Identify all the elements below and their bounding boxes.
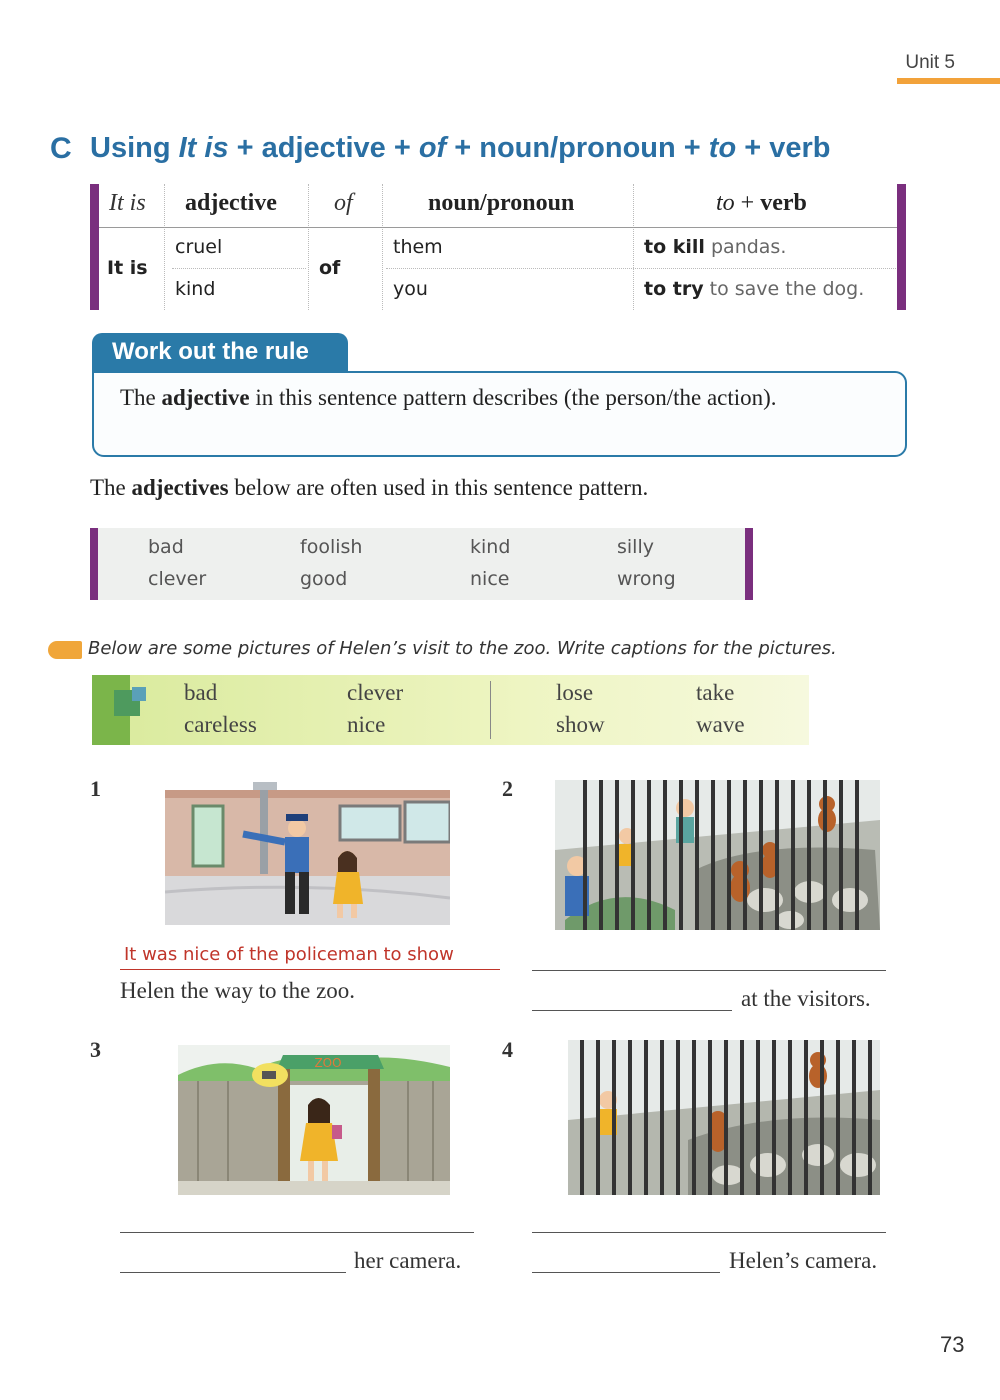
item-number-4: 4 (502, 1037, 513, 1062)
row-adjective-kind: kind (175, 278, 216, 300)
word-item: show (556, 712, 605, 737)
rule-text: The adjective in this sentence pattern describes (the person/the action). (120, 385, 777, 410)
caption-2-printed: at the visitors. (741, 986, 871, 1011)
item-number-2: 2 (502, 776, 513, 801)
caption-2-blank-line-2[interactable] (532, 1010, 732, 1011)
unit-label: Unit 5 (905, 52, 955, 73)
word-item: clever (347, 680, 404, 705)
adjectives-intro: The adjectives below are often used in this sentence pattern. (90, 475, 649, 500)
caption-2-blank-line-1[interactable] (532, 970, 886, 971)
adjective-item: bad (148, 536, 184, 558)
adjective-item: foolish (300, 536, 363, 558)
row-of: of (319, 257, 341, 279)
word-item: bad (184, 680, 218, 705)
zoo-sign-text: ZOO (314, 1056, 342, 1070)
adjective-item: clever (148, 568, 207, 590)
word-item: careless (184, 712, 257, 737)
caption-4-blank-line-2[interactable] (532, 1272, 720, 1273)
caption-3-blank-line-2[interactable] (120, 1272, 346, 1273)
header-noun-pronoun: noun/pronoun (428, 190, 575, 216)
adjective-list-box (90, 528, 753, 600)
word-item: wave (696, 712, 745, 737)
picture-monkey-camera (568, 1040, 880, 1195)
adjective-item: silly (617, 536, 654, 558)
row-noun-them: them (393, 236, 443, 258)
word-item: lose (556, 680, 594, 705)
word-item: take (696, 680, 735, 705)
adjective-item: kind (470, 536, 511, 558)
caption-1-printed: Helen the way to the zoo. (120, 978, 356, 1003)
adjective-item: nice (470, 568, 510, 590)
picture-policeman-directions (165, 780, 450, 925)
row-to-verb-2: to try to save the dog. (644, 278, 865, 300)
table-right-bar (897, 184, 906, 310)
rule-title: Work out the rule (112, 338, 309, 365)
item-number-1: 1 (90, 776, 101, 801)
adjective-item: wrong (617, 568, 676, 590)
row-adjective-cruel: cruel (175, 236, 223, 258)
row-it-is: It is (107, 257, 148, 279)
page-number: 73 (940, 1332, 965, 1357)
word-box (92, 675, 809, 745)
caption-1-line (120, 969, 500, 970)
exercise-instruction: Below are some pictures of Helen’s visit to the zoo. Write captions for the pictures. (88, 638, 837, 659)
caption-3-printed: her camera. (354, 1248, 462, 1273)
row-noun-you: you (393, 278, 428, 300)
picture-zoo-gate (178, 1045, 450, 1195)
section-letter: C (50, 132, 72, 165)
picture-monkeys-waving (555, 780, 880, 930)
header-it-is: It is (109, 190, 146, 216)
unit-accent-bar (897, 78, 1000, 84)
caption-4-printed: Helen’s camera. (729, 1248, 878, 1273)
word-item: nice (347, 712, 386, 737)
section-title: Using It is + adjective + of + noun/pronoun + to + verb (90, 132, 831, 164)
exercise-bullet (48, 641, 82, 659)
caption-1-answer: It was nice of the policeman to show (124, 944, 454, 965)
caption-3-blank-line-1[interactable] (120, 1232, 474, 1233)
adjective-item: good (300, 568, 348, 590)
pattern-table (90, 184, 906, 310)
row-to-verb-1: to kill pandas. (644, 236, 787, 258)
table-left-bar (90, 184, 99, 310)
caption-4-blank-line-1[interactable] (532, 1232, 886, 1233)
header-adjective: adjective (185, 190, 277, 216)
header-to-verb: to + verb (716, 190, 807, 216)
item-number-3: 3 (90, 1037, 101, 1062)
header-of: of (334, 190, 353, 216)
